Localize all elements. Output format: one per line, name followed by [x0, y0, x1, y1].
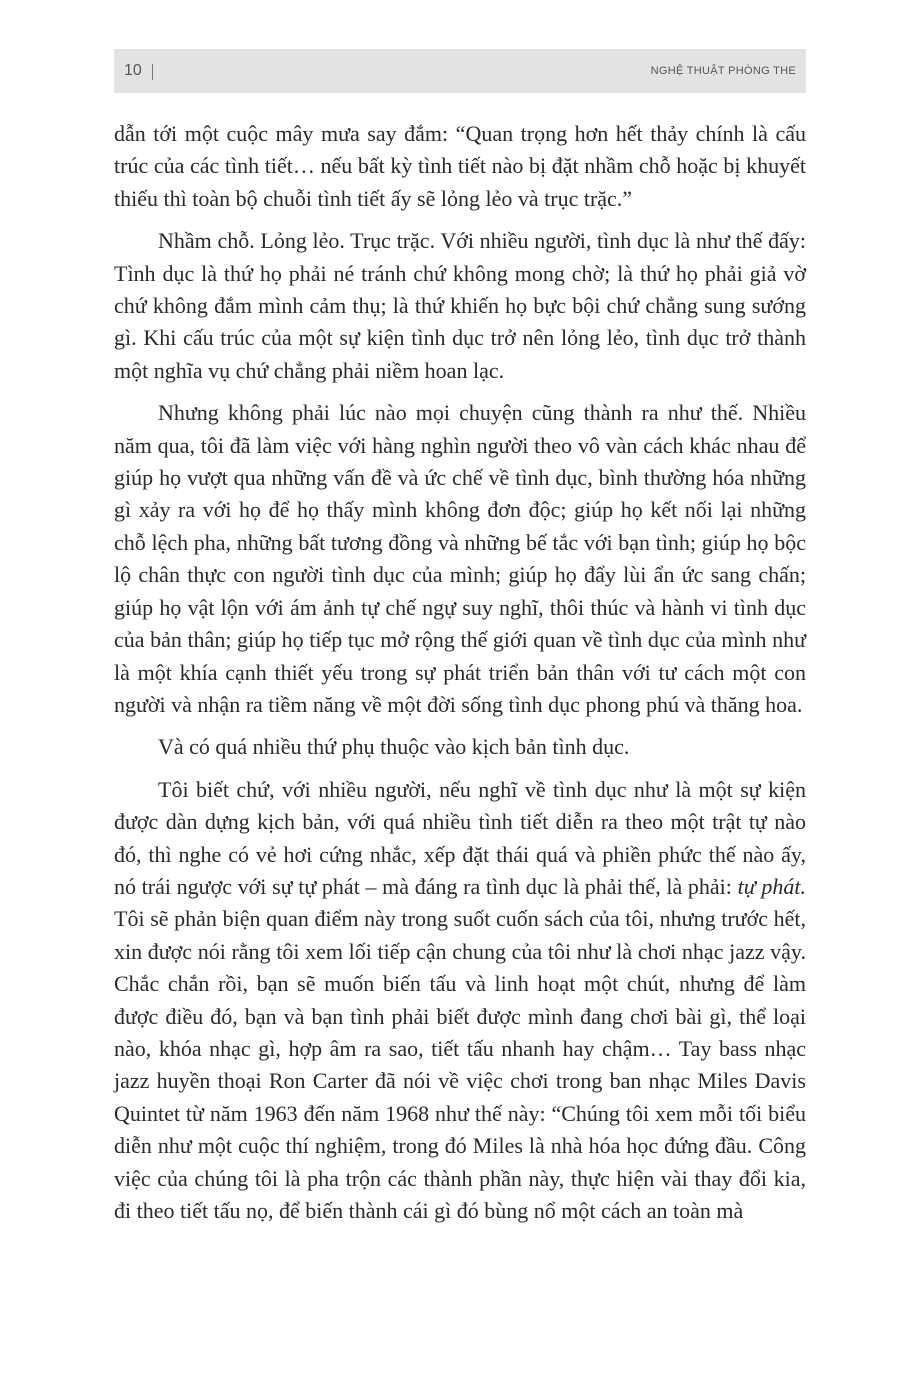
body-text	[114, 118, 806, 1227]
header-divider	[152, 64, 153, 80]
paragraph-5	[114, 774, 806, 1228]
paragraph-4: Và có quá nhiều thứ phụ thuộc vào kịch bản tình dục.	[158, 734, 630, 760]
page-number: 10	[124, 62, 142, 79]
paragraph-3: Nhưng không phải lúc nào mọi chuyện cũng thành ra như thế. Nhiều năm qua, tôi đã làm việc với hàng nghìn người theo vô vàn cách khác nhau để giúp họ vượt qua những vấn đề và ức chế về tình dục, bình thường hóa những gì xảy ra với họ để họ thấy mình không đơn độc; giúp họ kết nối lại những chỗ lệch pha, những bất tương đồng và những bế tắc với bạn tình; giúp họ bộc lộ chân thực con người tình dục của mình; giúp họ đẩy lùi ẩn ức sang chấn; giúp họ vật lộn với ám ảnh tự chế ngự suy nghĩ, thôi thúc và hành vi tình dục của bản thân; giúp họ tiếp tục mở rộng thế giới quan về tình dục của mình như là một khía cạnh thiết yếu trong sự phát triển bản thân với tư cách một con người và nhận ra tiềm năng về một đời sống tình dục phong phú và thăng hoa.	[114, 400, 806, 717]
paragraph-2: Nhầm chỗ. Lỏng lẻo. Trục trặc. Với nhiều người, tình dục là như thế đấy: Tình dục là thứ họ phải né tránh chứ không mong chờ; là thứ họ phải giả vờ chứ không đắm mình cảm thụ; là thứ khiến họ bực bội chứ chẳng sung sướng gì. Khi cấu trúc của một sự kiện tình dục trở nên lỏng lẻo, tình dục trở thành một nghĩa vụ chứ chẳng phải niềm hoan lạc.	[114, 228, 806, 383]
paragraph-5-italic: tự phát.	[737, 873, 806, 899]
paragraph-5-part-1: Tôi biết chứ, với nhiều người, nếu nghĩ về tình dục như là một sự kiện được dàn dựng kịch bản, với quá nhiều tình tiết diễn ra theo một trật tự nào đó, thì nghe có vẻ hơi cứng nhắc, xếp đặt thái quá và phiền phức thế nào ấy, nó trái ngược với sự tự phát – mà đáng ra tình dục là phải thế, là phải:	[114, 776, 806, 899]
paragraph-5-part-2: Tôi sẽ phản biện quan điểm này trong suốt cuốn sách của tôi, nhưng trước hết, xin được nói rằng tôi xem lối tiếp cận chung của tôi như là chơi nhạc jazz vậy. Chắc chắn rồi, bạn sẽ muốn biến tấu và linh hoạt một chút, nhưng để làm được điều đó, bạn và bạn tình phải biết được mình đang chơi bài gì, thể loại nào, khóa nhạc gì, hợp âm ra sao, tiết tấu nhanh hay chậm… Tay bass nhạc jazz huyền thoại Ron Carter đã nói về việc chơi trong ban nhạc Miles Davis Quintet từ năm 1963 đến năm 1968 như thế này: “Chúng tôi xem mỗi tối biểu diễn như một cuộc thí nghiệm, trong đó Miles là nhà hóa học đứng đầu. Công việc của chúng tôi là pha trộn các thành phần này, thực hiện vài thay đổi kia, đi theo tiết tấu nọ, để biến thành cái gì đó bùng nổ một cách an toàn mà	[114, 906, 806, 1223]
running-title: NGHỆ THUẬT PHÒNG THE	[650, 65, 796, 77]
page-header	[114, 49, 806, 93]
paragraph-1: dẫn tới một cuộc mây mưa say đắm: “Quan trọng hơn hết thảy chính là cấu trúc của các tình tiết… nếu bất kỳ tình tiết nào bị đặt nhầm chỗ hoặc bị khuyết thiếu thì toàn bộ chuỗi tình tiết ấy sẽ lỏng lẻo và trục trặc.”	[114, 121, 806, 211]
